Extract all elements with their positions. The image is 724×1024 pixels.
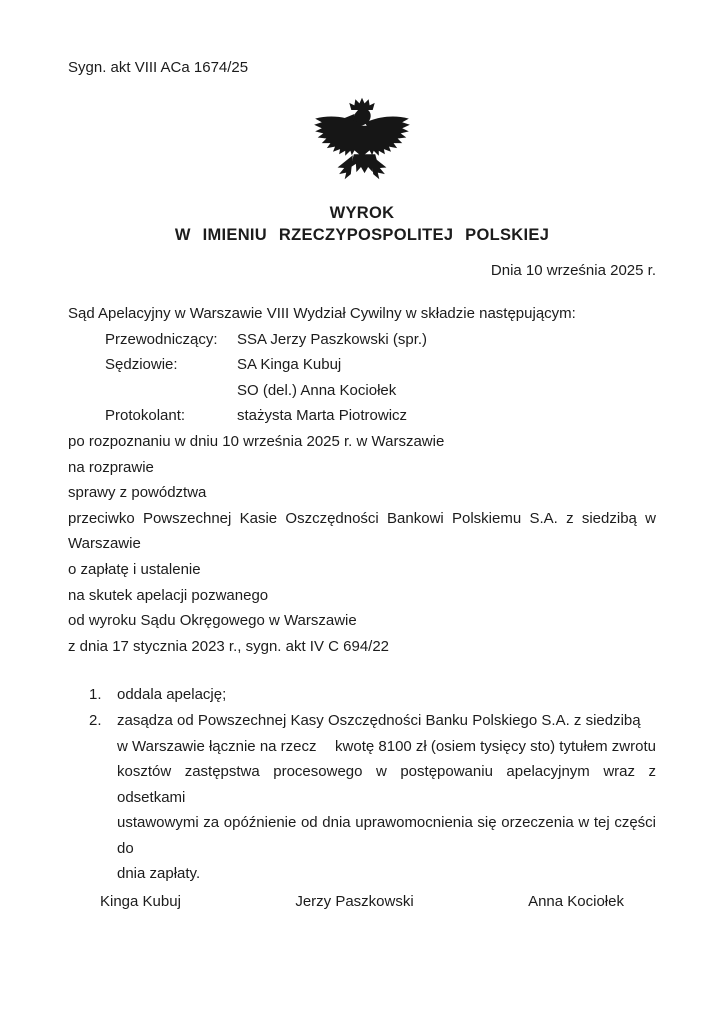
polish-eagle-icon (306, 96, 418, 183)
judgment-title-block (68, 202, 656, 246)
panel-role-label: Sędziowie: (105, 356, 178, 374)
ruling-list (68, 682, 656, 887)
signature-name-left: Kinga Kubuj (100, 893, 181, 910)
ruling-item-text-line: kosztów zastępstwa procesowego w postępowaniu apelacyjnym wraz z odsetkami (117, 763, 656, 806)
panel-clerk-name: stażysta Marta Piotrowicz (237, 407, 408, 425)
body-line: o zapłatę i ustalenie (68, 560, 201, 578)
body-line: przeciwko Powszechnej Kasie Oszczędności Bankowi Polskiemu S.A. z siedzibą w (68, 509, 656, 527)
ruling-item-text: oddala apelację; (117, 686, 227, 704)
panel-row-judges (68, 352, 656, 378)
panel-judge-name: SSA Jerzy Paszkowski (spr.) (237, 330, 428, 348)
signatures-row (68, 893, 656, 910)
judgment-body (68, 301, 656, 659)
panel-role-label: Protokolant: (105, 407, 186, 425)
panel-judge-name: SO (del.) Anna Kociołek (237, 381, 397, 399)
judgment-title: WYROK (329, 204, 395, 222)
panel-role-label: Przewodniczący: (105, 330, 218, 348)
ruling-item-number: 2. (89, 711, 102, 729)
ruling-item-2 (68, 708, 656, 887)
body-line: po rozpoznaniu w dniu 10 września 2025 r. w Warszawie (68, 432, 445, 450)
judgment-subtitle: W IMIENIU RZECZYPOSPOLITEJ POLSKIEJ (174, 226, 550, 244)
ruling-item-text-line-with-redaction-gap (117, 734, 656, 760)
ruling-text-after-gap: kwotę 8100 zł (osiem tysięcy sto) tytułem zwrotu (335, 737, 656, 755)
body-line: na rozprawie (68, 458, 154, 476)
body-line: z dnia 17 stycznia 2023 r., sygn. akt IV C 694/22 (68, 637, 390, 655)
signature-name-right: Anna Kociołek (528, 893, 624, 910)
ruling-item-text-line: dnia zapłaty. (117, 865, 201, 883)
judgment-date: Dnia 10 września 2025 r. (490, 262, 656, 279)
signature-name-center: Jerzy Paszkowski (295, 893, 414, 910)
emblem-container (68, 96, 656, 188)
panel-row-recorder (68, 403, 656, 429)
panel-row-presiding (68, 327, 656, 353)
court-composition-intro: Sąd Apelacyjny w Warszawie VIII Wydział Cywilny w składzie następującym: (68, 305, 576, 322)
ruling-item-number: 1. (89, 686, 102, 704)
case-number: Sygn. akt VIII ACa 1674/25 (68, 59, 249, 76)
body-line: na skutek apelacji pozwanego (68, 586, 269, 604)
body-line: sprawy z powództwa (68, 484, 207, 502)
panel-row-judge-2 (68, 378, 656, 404)
ruling-item-text-line: zasądza od Powszechnej Kasy Oszczędności Banku Polskiego S.A. z siedzibą (117, 711, 641, 729)
panel-judge-name: SA Kinga Kubuj (237, 356, 342, 374)
ruling-item-1 (68, 682, 656, 708)
ruling-item-text-line: ustawowymi za opóźnienie od dnia uprawomocnienia się orzeczenia w tej części do (117, 814, 656, 857)
ruling-text-before-gap: w Warszawie łącznie na rzecz (117, 737, 317, 755)
body-line: od wyroku Sądu Okręgowego w Warszawie (68, 612, 357, 630)
body-line: Warszawie (68, 535, 141, 553)
